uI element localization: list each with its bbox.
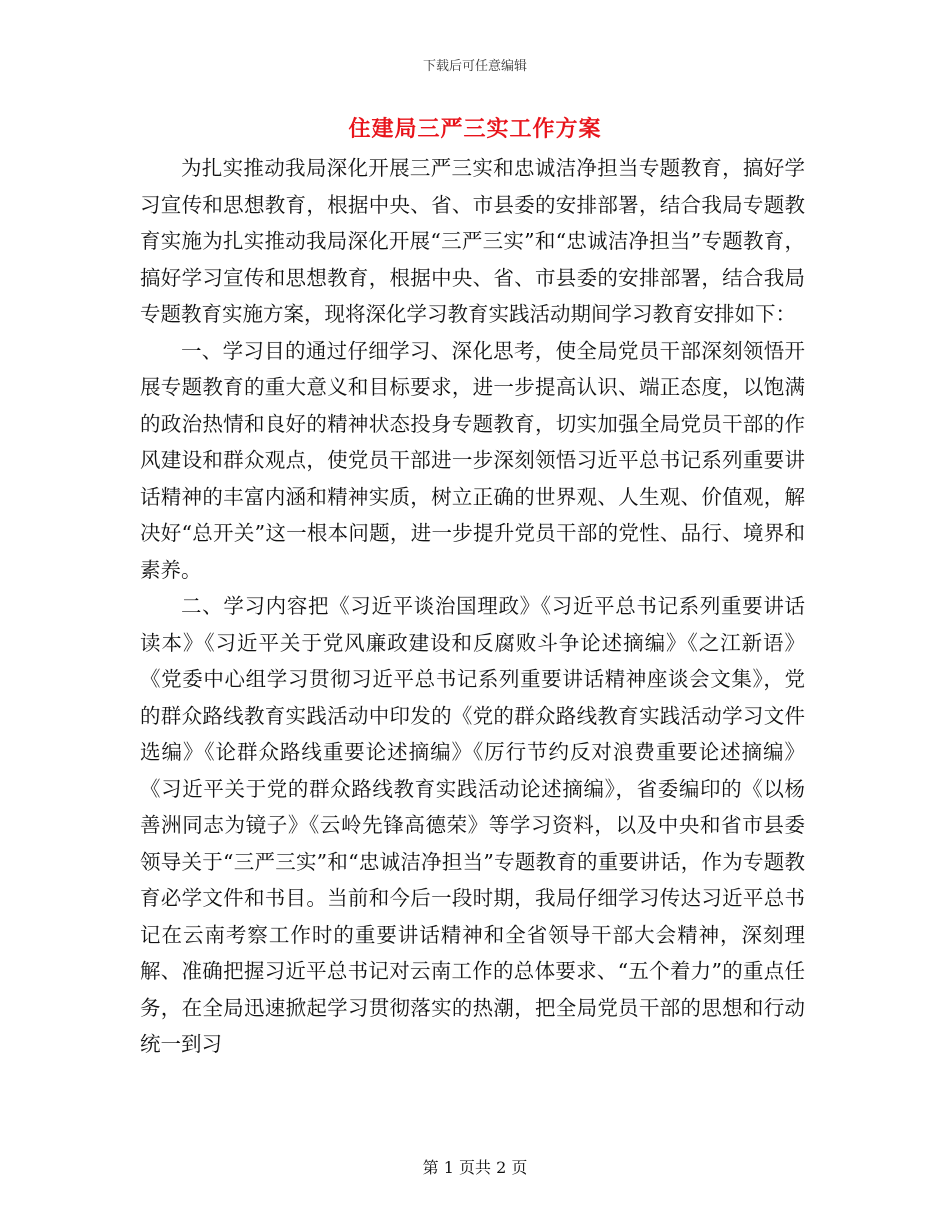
document-title: 住建局三严三实工作方案 xyxy=(348,116,602,142)
paragraph-study-content: 二、学习内容把《习近平谈治国理政》《习近平总书记系列重要讲话读本》《习近平关于党风廉政建设和反腐败斗争论述摘编》《之江新语》《党委中心组学习贯彻习近平总书记系列重要讲话精神座谈会文集》，党的群众路线教育实践活动中印发的《党的群众路线教育实践活动学习文件选编》《论群众路线重要论述摘编》《厉行节约反对浪费重要论述摘编》《习近平关于党的群众路线教育实践活动论述摘编》，省委编印的《以杨善洲同志为镜子》《云岭先锋高德荣》等学习资料，以及中央和省市县委领导关于“三严三实”和“忠诚洁净担当”专题教育的重要讲话，作为专题教育必学文件和书目。当前和今后一段时期，我局仔细学习传达习近平总书记在云南考察工作时的重要讲话精神和全省领导干部大会精神，深刻理解、准确把握习近平总书记对云南工作的总体要求、“五个着力”的重点任务，在全局迅速掀起学习贯彻落实的热潮，把全局党员干部的思想和行动统一到习 xyxy=(140,594,805,1056)
header-note: 下载后可任意编辑 xyxy=(422,59,527,74)
page-number: 第 1 页共 2 页 xyxy=(422,1158,528,1177)
paragraph-intro: 为扎实推动我局深化开展三严三实和忠诚洁净担当专题教育，搞好学习宣传和思想教育，根据中央、省、市县委的安排部署，结合我局专题教育实施为扎实推动我局深化开展“三严三实”和“忠诚洁净担当”专题教育，搞好学习宣传和思想教育，根据中央、省、市县委的安排部署，结合我局专题教育实施方案，现将深化学习教育实践活动期间学习教育安排如下： xyxy=(140,156,805,326)
document-body xyxy=(140,150,805,1063)
paragraph-study-purpose: 一、学习目的通过仔细学习、深化思考，使全局党员干部深刻领悟开展专题教育的重大意义和目标要求，进一步提高认识、端正态度，以饱满的政治热情和良好的精神状态投身专题教育，切实加强全局党员干部的作风建设和群众观点，使党员干部进一步深刻领悟习近平总书记系列重要讲话精神的丰富内涵和精神实质，树立正确的世界观、人生观、价值观，解决好“总开关”这一根本问题，进一步提升党员干部的党性、品行、境界和素养。 xyxy=(140,338,805,582)
